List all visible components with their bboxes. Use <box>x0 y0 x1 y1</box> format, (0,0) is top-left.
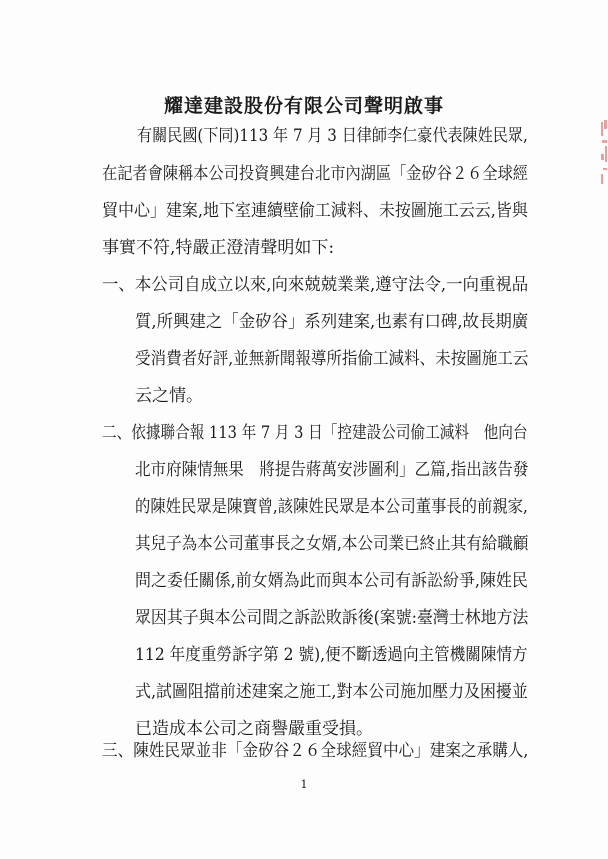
list-item-2-line: 已造成本公司之商譽嚴重受損。 <box>135 719 373 739</box>
list-item-2-line: 眾因其子與本公司間之訴訟敗訴後(案號:臺灣士林地方法 <box>135 608 529 628</box>
list-item-1-line: 受消費者好評,並無新聞報導所指偷工減料、未按圖施工云 <box>135 349 529 369</box>
statement-title: 耀達建設股份有限公司聲明啟事 <box>163 95 444 117</box>
paragraph-line: 貿中心」建案,地下室連續壁偷工減料、未按圖施工云云,皆與 <box>102 201 528 221</box>
page-number: 1 <box>300 778 308 791</box>
list-item-1-line: 質,所興建之「金矽谷」系列建案,也素有口碑,故長期廣 <box>135 312 529 332</box>
list-item-2-line: 式,試圖阻擋前述建案之施工,對本公司施加壓力及困擾並 <box>135 682 528 702</box>
paragraph-line: 有關民國(下同)113 年 7 月 3 日律師李仁豪代表陳姓民眾, <box>137 126 528 146</box>
list-item-1-line: 一、本公司自成立以來,向來兢兢業業,遵守法令,一向重視品 <box>102 275 529 295</box>
list-item-3-line: 三、陳姓民眾並非「金矽谷２６全球經貿中心」建案之承購人, <box>102 741 529 761</box>
list-item-2-line: 問之委任關係,前女婿為此而與本公司有訴訟紛爭,陳姓民 <box>135 571 528 591</box>
list-item-2-line: 北市府陳情無果 將提告蔣萬安涉圖利」乙篇,指出該告發 <box>135 460 529 480</box>
list-item-2-line: 112 年度重勞訴字第 2 號),便不斷透過向主管機關陳情方 <box>135 645 528 665</box>
list-item-2-line: 二、依據聯合報 113 年 7 月 3 日「控建設公司偷工減料 他向台 <box>102 423 528 443</box>
seal-stamp-edge <box>600 118 608 188</box>
list-item-2-line: 的陳姓民眾是陳寶曾,該陳姓民眾是本公司董事長的前親家, <box>135 497 528 517</box>
list-item-2-line: 其兒子為本公司董事長之女婿,本公司業已終止其有給職顧 <box>135 534 529 554</box>
paragraph-line: 在記者會陳稱本公司投資興建台北市內湖區「金矽谷２６全球經 <box>102 164 529 184</box>
list-item-1-line: 云之情。 <box>135 386 203 406</box>
paragraph-line: 事實不符,特嚴正澄清聲明如下: <box>102 238 335 258</box>
